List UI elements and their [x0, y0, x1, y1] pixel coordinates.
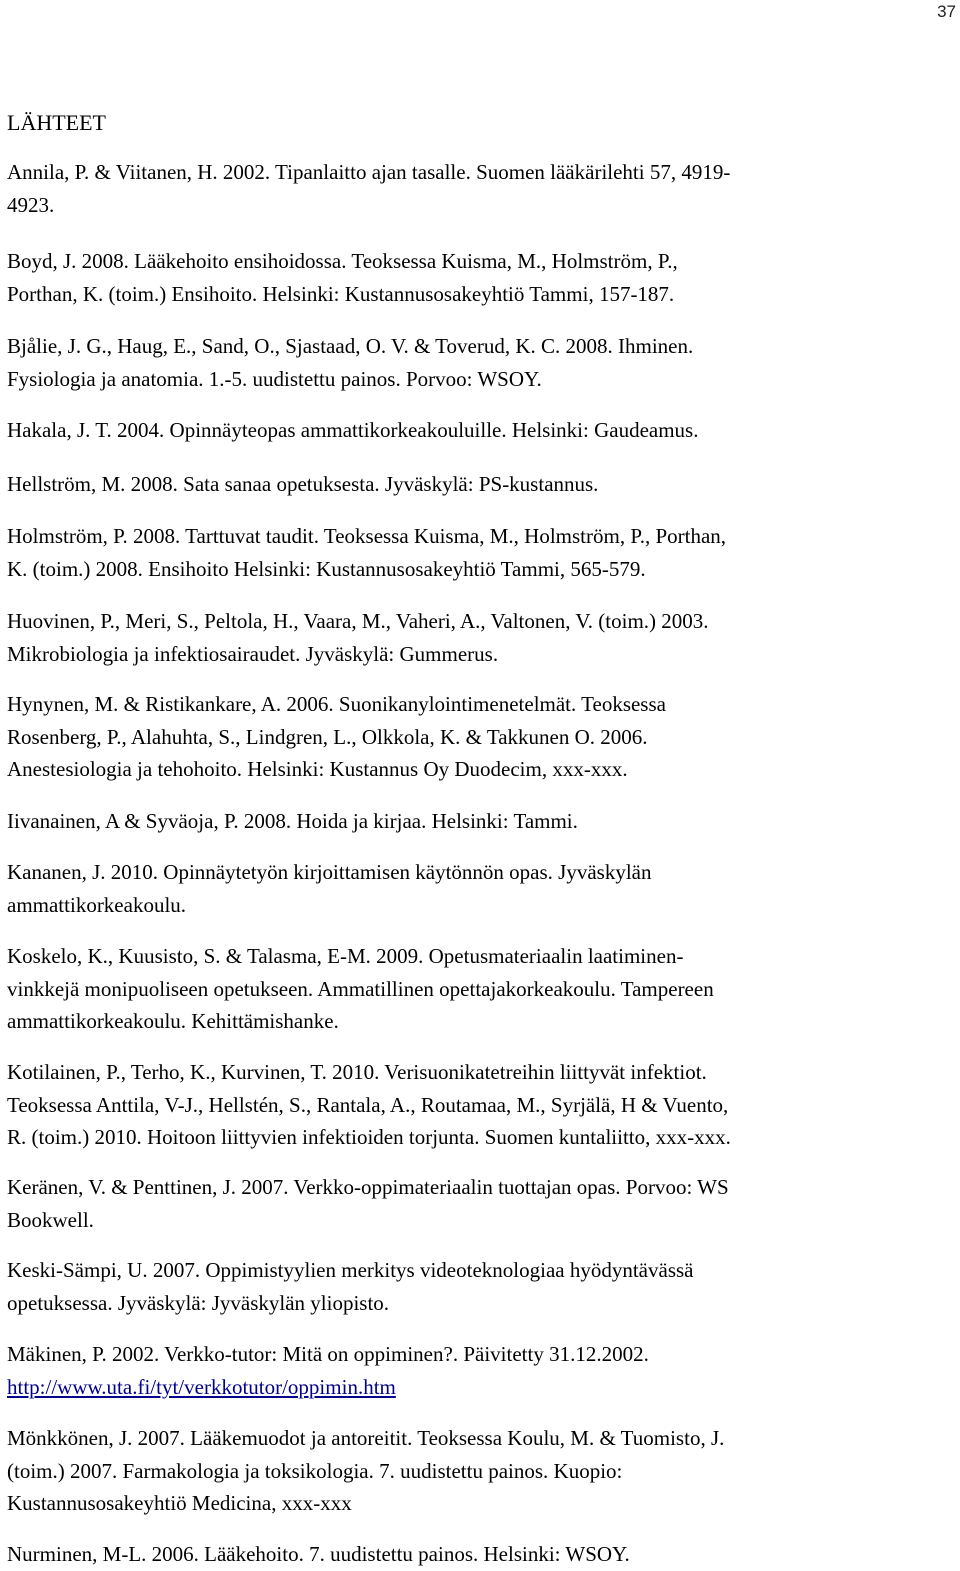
reference-entry	[7, 414, 952, 447]
reference-entry	[7, 1538, 952, 1571]
reference-line: ammattikorkeakoulu. Kehittämishanke.	[7, 1009, 339, 1033]
reference-line: Fysiologia ja anatomia. 1.-5. uudistettu painos. Porvoo: WSOY.	[7, 366, 542, 391]
page-number: 37	[937, 2, 956, 21]
reference-line: Holmström, P. 2008. Tarttuvat taudit. Teoksessa Kuisma, M., Holmström, P., Porthan,	[7, 524, 727, 548]
reference-entry	[7, 1056, 952, 1154]
reference-line: Bjålie, J. G., Haug, E., Sand, O., Sjastaad, O. V. & Toverud, K. C. 2008. Ihminen.	[7, 334, 694, 358]
reference-line: Anestesiologia ja tehohoito. Helsinki: Kustannus Oy Duodecim, xxx-xxx.	[7, 757, 628, 781]
reference-line	[7, 1371, 952, 1404]
reference-line: Teoksessa Anttila, V-J., Hellstén, S., Rantala, A., Routamaa, M., Syrjälä, H & Vuento,	[7, 1092, 729, 1117]
reference-link[interactable]: http://www.uta.fi/tyt/verkkotutor/oppimin.htm	[7, 1374, 396, 1399]
reference-entry	[7, 856, 952, 921]
reference-line: Huovinen, P., Meri, S., Peltola, H., Vaara, M., Vaheri, A., Valtonen, V. (toim.) 2003.	[7, 609, 709, 633]
reference-line: opetuksessa. Jyväskylä: Jyväskylän yliopisto.	[7, 1290, 390, 1315]
reference-entry	[7, 605, 952, 670]
reference-line: (toim.) 2007. Farmakologia ja toksikologia. 7. uudistettu painos. Kuopio:	[7, 1458, 623, 1483]
reference-line: Hellström, M. 2008. Sata sanaa opetuksesta. Jyväskylä: PS-kustannus.	[7, 472, 599, 496]
reference-line: Kustannusosakeyhtiö Medicina, xxx-xxx	[7, 1491, 352, 1515]
reference-line: Mönkkönen, J. 2007. Lääkemuodot ja antoreitit. Teoksessa Koulu, M. & Tuomisto, J.	[7, 1426, 725, 1450]
reference-line: Hakala, J. T. 2004. Opinnäyteopas ammattikorkeakouluille. Helsinki: Gaudeamus.	[7, 418, 699, 442]
reference-line: ammattikorkeakoulu.	[7, 892, 187, 917]
reference-line: Koskelo, K., Kuusisto, S. & Talasma, E-M. 2009. Opetusmateriaalin laatiminen-	[7, 944, 684, 968]
reference-line: vinkkejä monipuoliseen opetukseen. Ammatillinen opettajakorkeakoulu. Tampereen	[7, 976, 714, 1001]
reference-line: 4923.	[7, 192, 55, 217]
reference-entry	[7, 520, 952, 585]
reference-entry	[7, 245, 952, 310]
reference-entry	[7, 1338, 952, 1403]
reference-entry	[7, 468, 952, 501]
reference-line: K. (toim.) 2008. Ensihoito Helsinki: Kustannusosakeyhtiö Tammi, 565-579.	[7, 556, 646, 581]
reference-entry	[7, 1171, 952, 1236]
reference-line: Bookwell.	[7, 1207, 94, 1232]
reference-entry	[7, 805, 952, 838]
page-heading: LÄHTEET	[7, 110, 106, 135]
reference-line: Porthan, K. (toim.) Ensihoito. Helsinki: Kustannusosakeyhtiö Tammi, 157-187.	[7, 281, 675, 306]
reference-line: Kotilainen, P., Terho, K., Kurvinen, T. 2010. Verisuonikatetreihin liittyvät infektiot.	[7, 1060, 707, 1084]
reference-line: Keski-Sämpi, U. 2007. Oppimistyylien merkitys videoteknologiaa hyödyntävässä	[7, 1258, 694, 1282]
reference-line: R. (toim.) 2010. Hoitoon liittyvien infektioiden torjunta. Suomen kuntaliitto, xxx-xxx.	[7, 1125, 731, 1149]
reference-line: Rosenberg, P., Alahuhta, S., Lindgren, L., Olkkola, K. & Takkunen O. 2006.	[7, 724, 648, 749]
reference-line: Kananen, J. 2010. Opinnäytetyön kirjoittamisen käytönnön opas. Jyväskylän	[7, 860, 652, 884]
reference-entry	[7, 330, 952, 395]
reference-entry	[7, 1422, 952, 1520]
reference-entry	[7, 156, 952, 221]
reference-entry	[7, 940, 952, 1038]
reference-line: Nurminen, M-L. 2006. Lääkehoito. 7. uudistettu painos. Helsinki: WSOY.	[7, 1542, 630, 1566]
reference-line: Iivanainen, A & Syväoja, P. 2008. Hoida ja kirjaa. Helsinki: Tammi.	[7, 809, 578, 833]
reference-entry	[7, 688, 952, 786]
reference-line: Mikrobiologia ja infektiosairaudet. Jyväskylä: Gummerus.	[7, 641, 499, 666]
reference-line: Boyd, J. 2008. Lääkehoito ensihoidossa. Teoksessa Kuisma, M., Holmström, P.,	[7, 249, 678, 273]
reference-line: Keränen, V. & Penttinen, J. 2007. Verkko-oppimateriaalin tuottajan opas. Porvoo: WS	[7, 1175, 729, 1199]
reference-line: Hynynen, M. & Ristikankare, A. 2006. Suonikanylointimenetelmät. Teoksessa	[7, 692, 666, 716]
reference-entry	[7, 1254, 952, 1319]
reference-line: Mäkinen, P. 2002. Verkko-tutor: Mitä on oppiminen?. Päivitetty 31.12.2002.	[7, 1342, 649, 1366]
reference-line: Annila, P. & Viitanen, H. 2002. Tipanlaitto ajan tasalle. Suomen lääkärilehti 57, 4919-	[7, 160, 731, 184]
